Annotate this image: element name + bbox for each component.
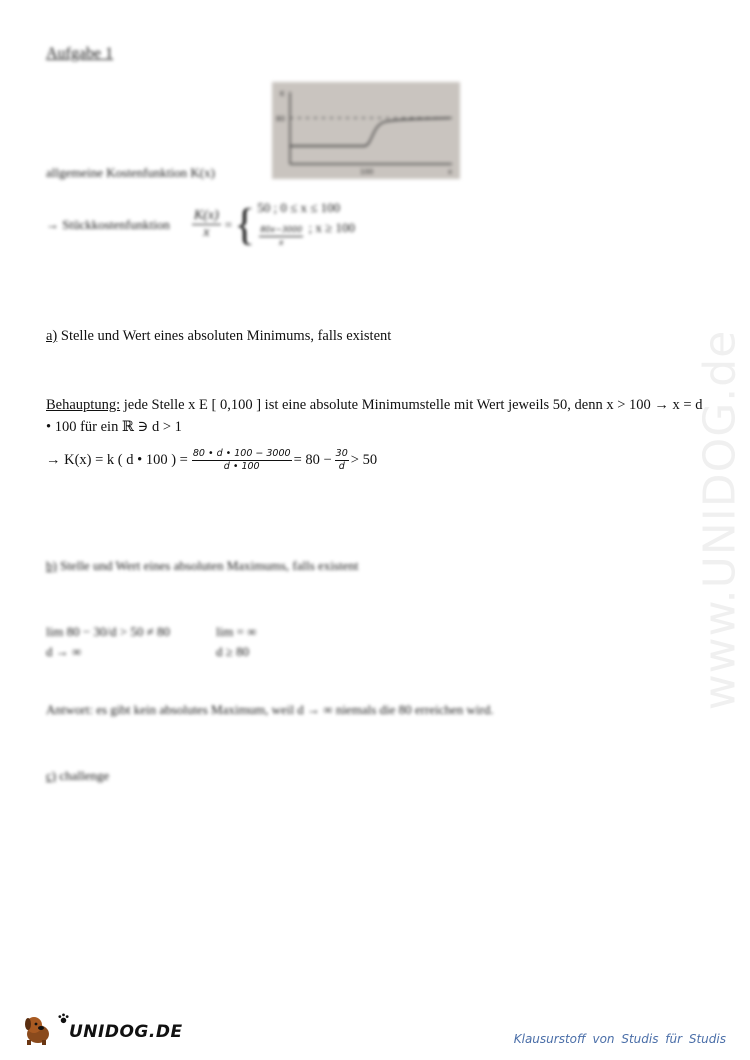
part-a-text: Stelle und Wert eines absoluten Minimums, falls existent (57, 328, 392, 344)
part-c-heading (46, 768, 109, 784)
unit-cost-equals: = (224, 216, 233, 232)
cost-graph-svg (272, 82, 460, 179)
limit-1: lim 80 − 30/d > 50 ≠ 80 (46, 624, 170, 639)
graph-curve (290, 118, 450, 146)
kx-prefix: → K(x) = k ( d • 100 ) = (46, 452, 188, 468)
case-2-condition: ; x ≥ 100 (308, 220, 355, 235)
part-b-heading (46, 558, 358, 574)
page-title: Aufgabe 1 (46, 45, 114, 62)
footer-tagline: Klausurstoff von Studis für Studis (513, 1032, 726, 1046)
graph-x-tick: 100 (360, 168, 374, 176)
general-cost-function: allgemeine Kostenfunktion K(x) (46, 165, 215, 180)
kx-equation (46, 448, 377, 473)
part-a-heading (46, 328, 391, 345)
part-b-answer: Antwort: es gibt kein absolutes Maximum, weil d → ∞ niemals die 80 erreichen wird. (46, 702, 494, 717)
graph-y-label: K (280, 90, 285, 98)
part-b-limits (46, 624, 256, 660)
part-c-label: c) (46, 768, 57, 783)
unit-cost-case-1: 50 ; 0 ≤ x ≤ 100 (257, 200, 341, 215)
graph-x-label: x (448, 168, 453, 176)
unit-cost-cases (257, 200, 355, 249)
claim-text: jede Stelle x E [ 0,100 ] ist eine absolute Minimumstelle mit Wert jeweils 50, denn x > 100 → x = d • 100 für ein ℝ ∋ d > 1 (46, 397, 703, 435)
limit-2-sub: d ≥ 80 (216, 644, 250, 659)
claim-label: Behauptung: (46, 397, 121, 413)
kx-suffix: > 50 (350, 452, 378, 468)
kx-fraction-2-den: d (338, 461, 345, 472)
part-a-label: a) (46, 328, 58, 344)
unit-cost-fraction-num: K(x) (193, 208, 219, 223)
logo-text: UNIDOG.DE (69, 1022, 183, 1042)
brace-symbol: { (234, 199, 256, 249)
case-2-num: 80x−3000 (259, 224, 303, 237)
unidog-logo (22, 1012, 183, 1046)
unit-cost-function (46, 200, 355, 249)
graph-level-label: 80 (276, 115, 285, 123)
case-2-fraction (259, 224, 303, 249)
limit-2: lim = ∞ (216, 624, 257, 639)
unit-cost-fraction (192, 208, 221, 241)
watermark: www.UNIDOG.de (694, 329, 746, 711)
kx-fraction-num: 80 • d • 100 − 3000 (192, 448, 291, 459)
dog-icon (22, 1012, 58, 1046)
kx-fraction (192, 448, 292, 473)
part-a-claim (46, 394, 710, 438)
cost-graph (272, 82, 460, 179)
unit-cost-fraction-den: x (203, 225, 210, 240)
kx-mid: = 80 − (293, 452, 332, 468)
part-b-label: b) (46, 558, 57, 573)
kx-fraction-2-num: 30 (335, 448, 348, 459)
paw-icon (58, 1013, 69, 1024)
kx-fraction-den: d • 100 (223, 461, 260, 472)
unit-cost-label: → Stückkostenfunktion (46, 216, 170, 232)
case-2-den: x (278, 238, 284, 247)
kx-fraction-2 (335, 448, 349, 473)
part-b-text: Stelle und Wert eines absoluten Maximums, falls existent (56, 558, 359, 573)
limit-1-sub: d → ∞ (46, 644, 82, 659)
unit-cost-case-2 (257, 220, 355, 249)
part-c-text: challenge (56, 768, 110, 783)
